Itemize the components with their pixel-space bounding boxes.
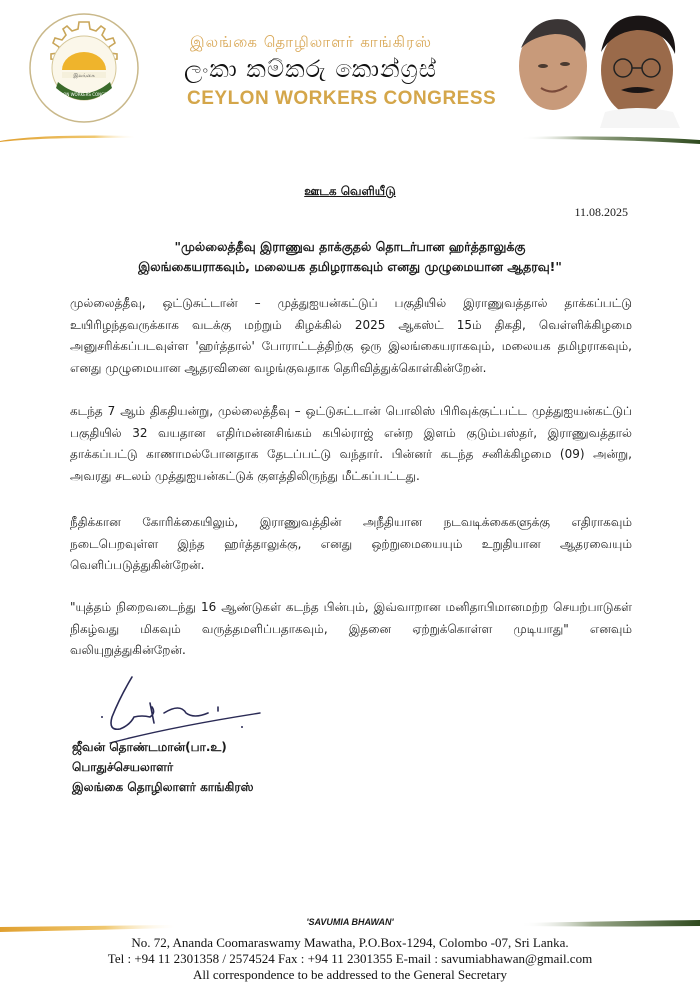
signatory-organization: இலங்கை தொழிலாளர் காங்கிரஸ்	[72, 780, 254, 794]
signatory-role: பொதுச்செயலாளர்	[72, 760, 174, 774]
signatory-block	[72, 737, 253, 797]
headline-line-2: இலங்கையராகவும், மலையக தமிழராகவும் எனது முழுமையான ஆதரவு!"	[138, 259, 562, 274]
paragraph-4: "யுத்தம் நிறைவடைந்து 16 ஆண்டுகள் கடந்த பின்பும், இவ்வாறான மனிதாபிமானமற்ற செயற்பாடுகள் நிகழ்வது மிகவும் வருத்தமளிப்பதாகவும், இதனை ஏற்றுக்கொள்ள முடியாது" எனவும் வலியுறுத்துகின்றேன்.	[70, 600, 632, 657]
document-title: ஊடக வெளியீடு	[304, 184, 396, 198]
footer-note: All correspondence to be addressed to the General Secretary	[192, 967, 508, 982]
svg-text:CEYLON WORKERS CONGRESS: CEYLON WORKERS CONGRESS	[53, 92, 115, 97]
signature-icon	[90, 667, 270, 747]
footer-contact: Tel : +94 11 2301358 / 2574524 Fax : +94 11 2301355 E-mail : savumiabhawan@gmail.com	[107, 951, 593, 966]
leader-portraits-icon	[505, 8, 695, 128]
paragraph-3: நீதிக்கான கோரிக்கையிலும், இராணுவத்தின் அநீதியான நடவடிக்கைகளுக்கு எதிராகவும் நடைபெறவுள்ள இந்த ஹர்த்தாலுக்கு, எனது ஒற்றுமையையும் உறுதியான ஆதரவையும் வெளிப்படுத்துகின்றேன்.	[70, 515, 632, 572]
footer-building-name: 'SAVUMIA BHAWAN'	[306, 917, 394, 927]
svg-text:இலங்கை: இலங்கை	[73, 73, 95, 79]
org-name-sinhala: ලංකා කම්කරු කොන්ග්‍රස්	[184, 55, 437, 83]
ceylon-workers-congress-logo-icon	[28, 12, 140, 124]
footer-address: No. 72, Ananda Coomaraswamy Mawatha, P.O.Box-1294, Colombo -07, Sri Lanka.	[131, 935, 569, 950]
letterhead	[0, 0, 700, 160]
paragraph-1: முல்லைத்தீவு, ஒட்டுசுட்டான் – முத்துஐயன்கட்டுப் பகுதியில் இராணுவத்தால் தாக்கப்பட்டு உயிரிழந்தவருக்காக வடக்கு மற்றும் கிழக்கில் 2025 ஆகஸ்ட் 15ம் திகதி, வெள்ளிக்கிழமை அனுசரிக்கப்படவுள்ள 'ஹர்த்தால்' போராட்டத்திற்கு ஒரு இலங்கையராகவும், மலையக தமிழராகவும், எனது முழுமையான ஆதரவினை வழங்குவதாக தெரிவித்துக்கொள்கின்றேன்.	[70, 296, 632, 375]
org-name-english: CEYLON WORKERS CONGRESS	[187, 88, 497, 109]
paragraph-2: கடந்த 7 ஆம் திகதியன்று, முல்லைத்தீவு – ஒட்டுசுட்டான் பொலிஸ் பிரிவுக்குட்பட்ட முத்துஐயன்கட்டுப் பகுதியில் 32 வயதான எதிர்மன்னசிங்கம் கபில்ராஜ் என்ற இளம் குடும்பஸ்தர், இராணுவத்தால் தாக்கப்பட்டு காணாமல்போனதாக தேடப்பட்டு வந்தார். பின்னர் கடந்த சனிக்கிழமை (09) அன்று, அவரது சடலம் முத்துஐயன்கட்டுக் குளத்திலிருந்து மீட்கப்பட்டது.	[70, 404, 632, 483]
headline	[70, 237, 630, 277]
green-swoosh-decoration	[520, 134, 700, 144]
signatory-name: ஜீவன் தொண்டமான்(பா.உ)	[72, 740, 227, 754]
gold-swoosh-decoration	[0, 134, 135, 142]
headline-line-1: "முல்லைத்தீவு இராணுவ தாக்குதல் தொடர்பான ஹர்த்தாலுக்கு	[174, 239, 526, 254]
org-name-tamil: இலங்கை தொழிலாளர் காங்கிரஸ்	[190, 33, 432, 51]
footer-address-block	[0, 935, 700, 983]
release-date: 11.08.2025	[574, 205, 628, 219]
